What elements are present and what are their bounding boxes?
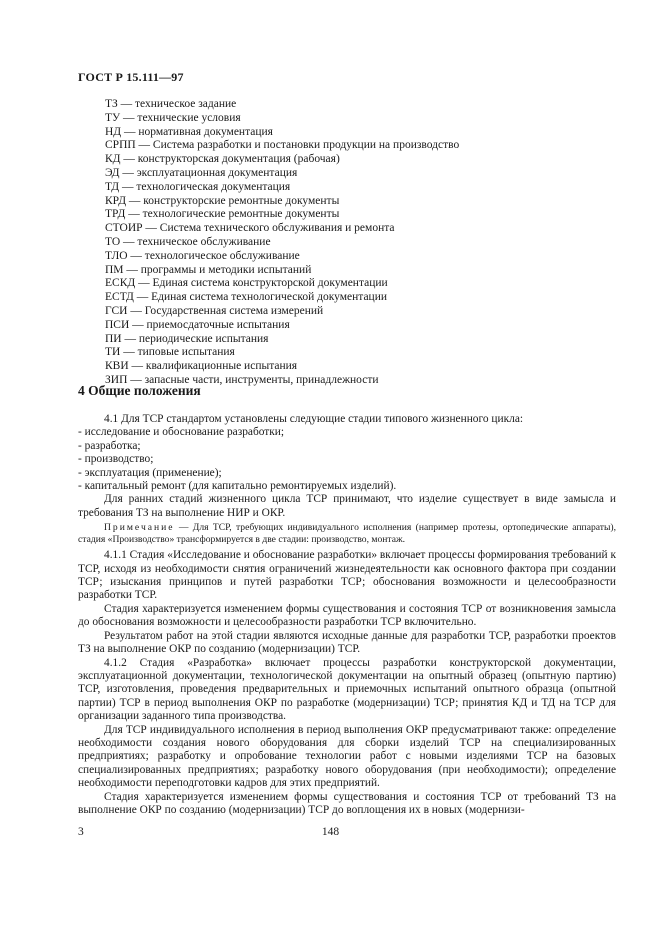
abbreviation-item: ЗИП — запасные части, инструменты, принадлежности <box>105 373 379 386</box>
list-item: - производство; <box>78 453 154 466</box>
abbreviation-item: СТОИР — Система технического обслуживания и ремонта <box>105 222 395 235</box>
abbreviation-item: ТУ — технические условия <box>105 111 241 124</box>
list-item: - капитальный ремонт (для капитально ремонтируемых изделий). <box>78 480 397 493</box>
section-title: 4 Общие положения <box>78 383 201 398</box>
list-item: - исследование и обоснование разработки; <box>78 426 285 439</box>
abbreviation-item: ТЗ — техническое задание <box>105 98 237 110</box>
abbreviation-item: ТИ — типовые испытания <box>105 346 235 359</box>
abbreviation-item: ПИ — периодические испытания <box>105 332 269 345</box>
list-item: - разработка; <box>78 439 141 452</box>
page-number-center: 148 <box>321 826 340 838</box>
abbreviation-item: НД — нормативная документация <box>105 125 273 138</box>
paragraph-early-stages: Для ранних стадий жизненного цикла ТСР принимают, что изделие существует в виде замысла и требования ТЗ на выполнение НИР и ОКР. <box>78 493 616 519</box>
paragraph-stage-characteristics-2: Стадия характеризуется изменением формы существования и состояния ТСР от требований ТЗ на выполнение ОКР по созданию (модернизации) ТСР до воплощения их в новых (модернизи- <box>78 790 616 816</box>
paragraph-individual: Для ТСР индивидуального исполнения в период выполнения ОКР предусматривают также: определение необходимости создания нового оборудования для сборки изделий ТСР на специализированных предприятиях; разработку и опробование технологии работ с новыми изделиями ТСР на базовых специализированных предприятиях; разработку нового оборудования (при необходимости); определение необходимости переподготовки кадров для этих предприятий. <box>78 723 616 790</box>
abbreviation-item: ЕСКД — Единая система конструкторской документации <box>105 277 388 290</box>
abbreviation-item: КД — конструкторская документация (рабочая) <box>105 153 340 166</box>
abbreviations-list <box>105 98 625 388</box>
paragraph-4-1: 4.1 Для ТСР стандартом установлены следующие стадии типового жизненного цикла: <box>104 413 524 425</box>
abbreviation-item: КВИ — квалификационные испытания <box>105 360 298 373</box>
note-text: — Для ТСР, требующих индивидуального исполнения (например протезы, ортопедические аппараты), стадия «Производство» трансформируется в две стадии: производство, монтаж. <box>78 522 616 546</box>
note <box>78 522 616 546</box>
paragraph-4-1-2: 4.1.2 Стадия «Разработка» включает процессы разработки конструкторской документации, эксплуатационной документации, технологической документации на опытный образец (опытную партию) ТСР, изготовления, проведения предварительных и приемочных испытаний опытного образца (опытной партии) ТСР в период выполнения ОКР по разработке (модернизации) ТСР; принятия КД и ТД на ТСР для организации заданного типа производства. <box>78 656 616 723</box>
abbreviation-item: КРД — конструкторские ремонтные документы <box>105 194 340 207</box>
abbreviation-item: ПСИ — приемосдаточные испытания <box>105 318 290 331</box>
paragraph-stage-characteristics: Стадия характеризуется изменением формы существования и состояния ТСР от возникновения замысла до обоснования возможности и целесообразности разработки ТСР включительно. <box>78 602 616 629</box>
abbreviation-item: СРПП — Система разработки и постановки продукции на производство <box>105 139 460 152</box>
page-number-left: 3 <box>78 826 84 838</box>
abbreviation-item: ЭД — эксплуатационная документация <box>105 166 298 179</box>
abbreviation-item: ТО — техническое обслуживание <box>105 235 271 248</box>
abbreviation-item: ГСИ — Государственная система измерений <box>105 304 324 317</box>
paragraph-4-1-1: 4.1.1 Стадия «Исследование и обоснование разработки» включает процессы формирования требований к ТСР, исходя из необходимости снятия ограничений жизнедеятельности как основного фактора при создании ТСР; изыскания принципов и путей разработки ТСР; обоснования возможности и целесообразности разработки ТСР. <box>78 549 616 602</box>
abbreviation-item: ПМ — программы и методики испытаний <box>105 263 312 276</box>
list-item: - эксплуатация (применение); <box>78 466 222 479</box>
paragraph-stage-result: Результатом работ на этой стадии являются исходные данные для разработки ТСР, разработки проектов ТЗ на выполнение ОКР по созданию (модернизации) ТСР. <box>78 629 616 656</box>
document-header: ГОСТ Р 15.111—97 <box>78 70 184 84</box>
abbreviation-item: ТЛО — технологическое обслуживание <box>105 249 300 262</box>
abbreviation-item: ТРД — технологические ремонтные документы <box>105 208 340 221</box>
abbreviation-item: ТД — технологическая документация <box>105 180 291 193</box>
abbreviation-item: ЕСТД — Единая система технологической документации <box>105 291 388 304</box>
section-body <box>78 413 616 817</box>
stages-list <box>78 426 616 493</box>
note-label: Примечание <box>104 522 175 534</box>
